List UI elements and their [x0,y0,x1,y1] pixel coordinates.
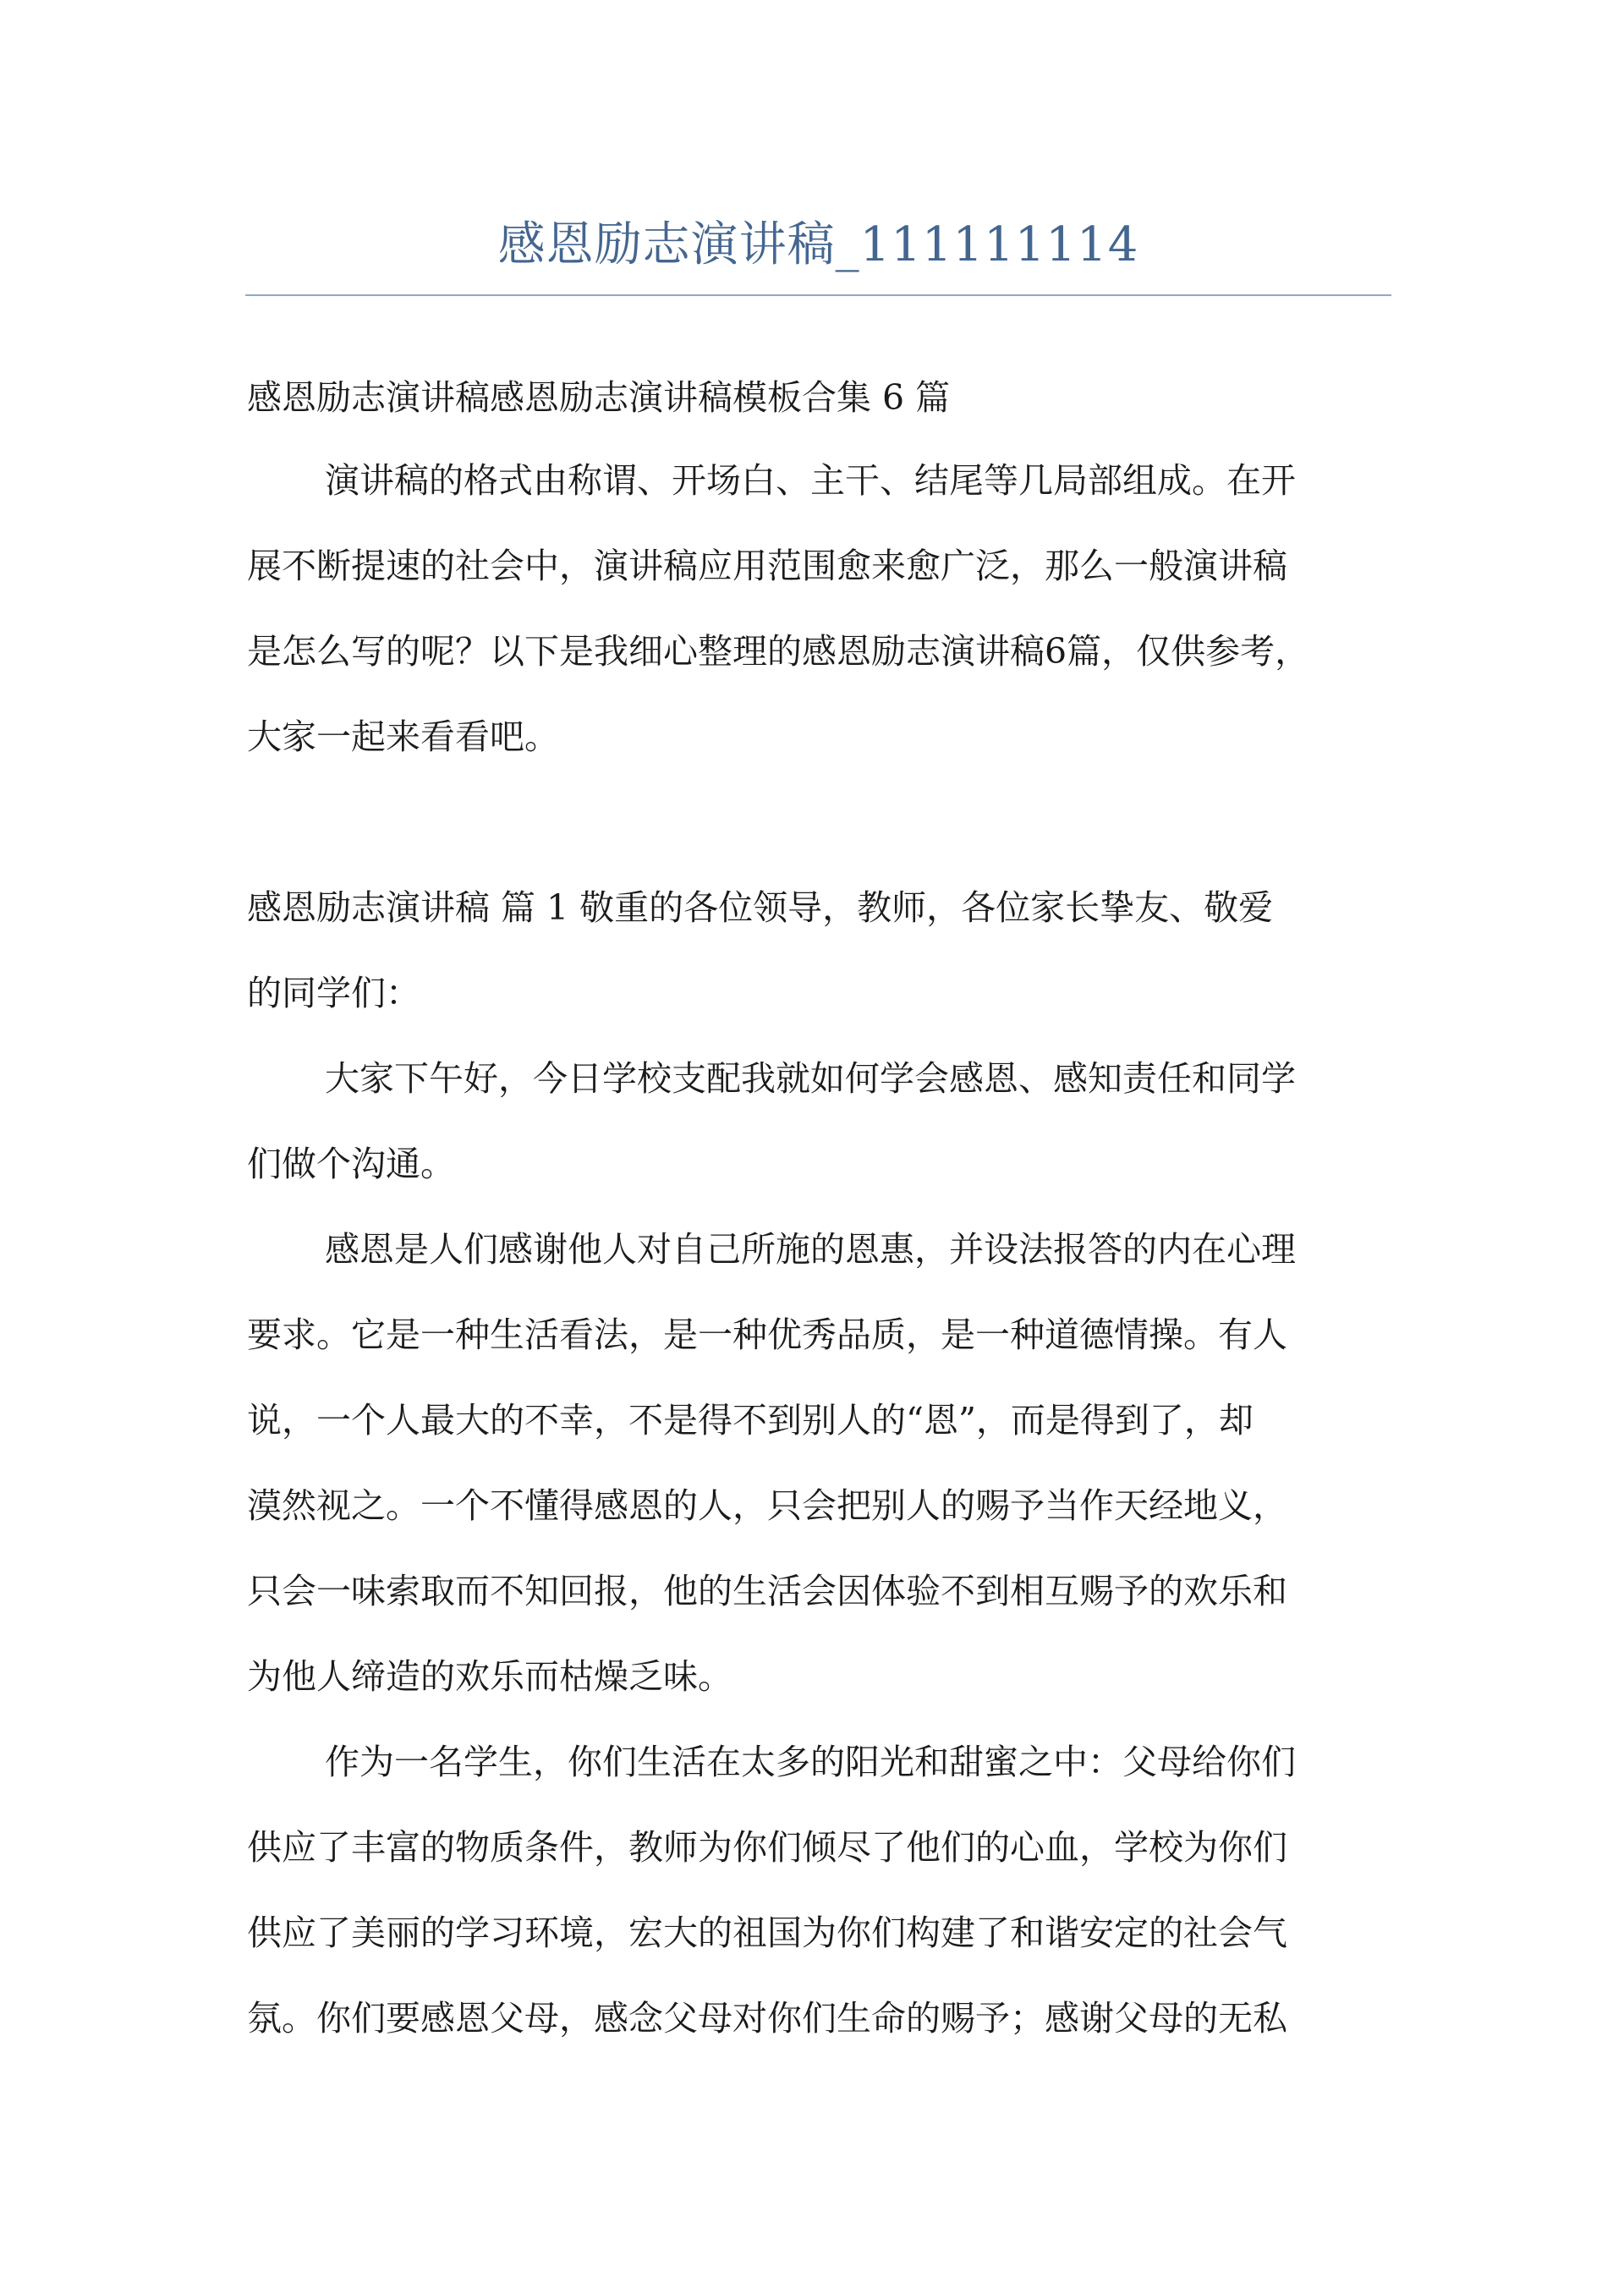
paragraph-line: 要求。它是一种生活看法，是一种优秀品质，是一种道德情操。有人 [247,1314,1287,1355]
intro-line: 是怎么写的呢？以下是我细心整理的感恩励志演讲稿6篇，仅供参考， [247,631,1310,672]
title-underline [245,294,1391,296]
blank-line [247,780,1396,865]
document-title: 感恩励志演讲稿_111111114 [497,217,1139,272]
section-heading-line: 感恩励志演讲稿 篇 1 敬重的各位领导，教师，各位家长挚友、敬爱 [247,887,1274,928]
paragraph-line: 们做个沟通。 [247,1144,455,1184]
intro-line: 演讲稿的格式由称谓、开场白、主干、结尾等几局部组成。在开 [325,460,1296,501]
paragraph-line: 供应了丰富的物质条件，教师为你们倾尽了他们的心血，学校为你们 [247,1827,1287,1868]
section-heading-line: 的同学们： [247,973,420,1013]
paragraph-line: 为他人缔造的欢乐而枯燥乏味。 [247,1656,732,1697]
paragraph-line: 氛。你们要感恩父母，感念父母对你们生命的赐予；感谢父母的无私 [247,1998,1287,2039]
paragraph-line: 感恩是人们感谢他人对自己所施的恩惠，并设法报答的内在心理 [325,1229,1296,1270]
paragraph-line: 说，一个人最大的不幸，不是得不到别人的“恩”，而是得到了，却 [247,1400,1254,1441]
paragraph-line: 供应了美丽的学习环境，宏大的祖国为你们构建了和谐安定的社会气 [247,1913,1287,1953]
paragraph-line: 只会一味索取而不知回报，他的生活会因体验不到相互赐予的欢乐和 [247,1571,1287,1611]
paragraph-line: 作为一名学生，你们生活在太多的阳光和甜蜜之中：父母给你们 [325,1742,1296,1782]
intro-line: 展不断提速的社会中，演讲稿应用范围愈来愈广泛，那么一般演讲稿 [247,546,1287,586]
document-body [247,355,1396,2061]
document-subtitle: 感恩励志演讲稿感恩励志演讲稿模板合集 6 篇 [247,377,951,418]
paragraph-line: 漠然视之。一个不懂得感恩的人，只会把别人的赐予当作天经地义， [247,1485,1287,1526]
paragraph-line: 大家下午好，今日学校支配我就如何学会感恩、感知责任和同学 [325,1058,1296,1099]
intro-line: 大家一起来看看吧。 [247,716,559,757]
